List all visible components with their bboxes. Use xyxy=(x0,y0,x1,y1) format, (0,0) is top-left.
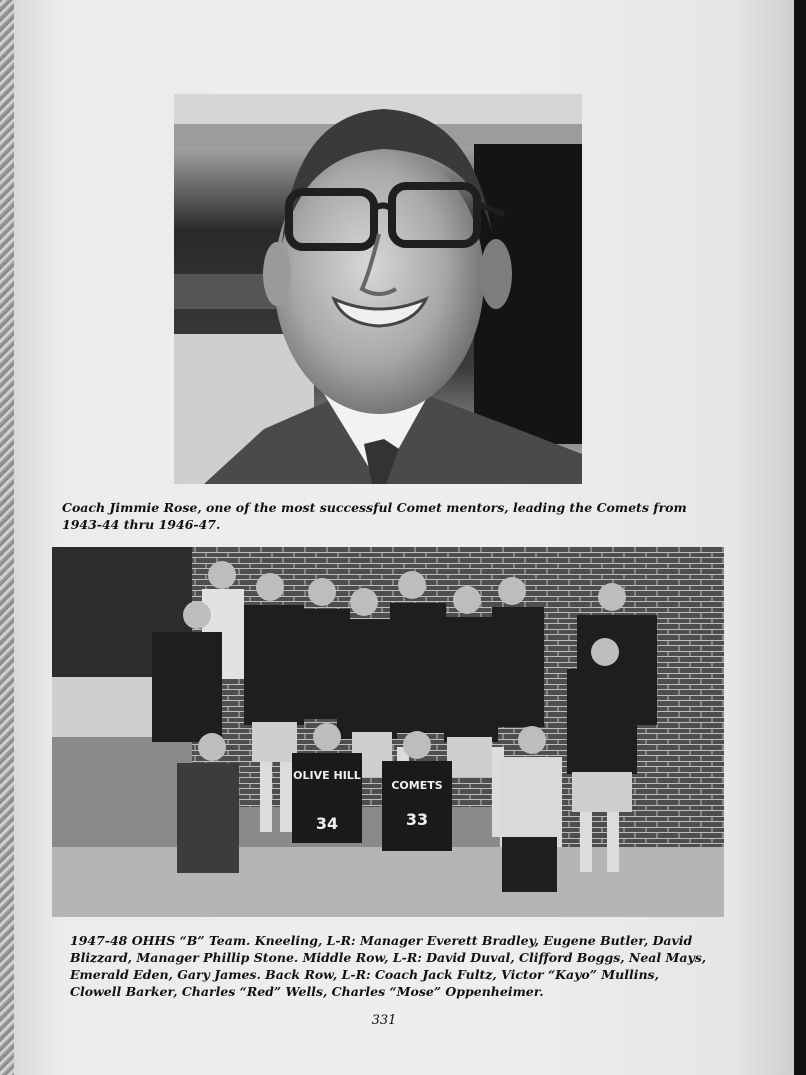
page-number: 331 xyxy=(371,1013,397,1028)
coach-portrait-photo xyxy=(174,94,582,484)
jersey-right-number: 33 xyxy=(405,810,429,829)
coach-photo-caption: Coach Jimmie Rose, one of the most successful Comet mentors, leading the Comets from 1943-44 thru 1946-47. xyxy=(62,500,687,532)
jersey-right-name: COMETS xyxy=(391,779,443,792)
jersey-left-number: 34 xyxy=(315,814,339,833)
jersey-left-name: OLIVE HILL xyxy=(293,769,361,782)
team-photo xyxy=(52,547,724,917)
book-edge xyxy=(794,0,806,1075)
team-photo-caption: 1947-48 OHHS “B” Team. Kneeling, L-R: Manager Everett Bradley, Eugene Butler, David Blizzard, Manager Phillip Stone. Middle Row, L-R: David Duval, Clifford Boggs, Neal Mays, Emerald Eden, Gary James. Back Row, L-R: Coach Jack Fultz, Victor “Kayo” Mullins, Clowell Barker, Charles “Red” Wells, Charles “Mose” Oppenheimer. xyxy=(70,933,707,999)
book-page xyxy=(14,0,794,1075)
